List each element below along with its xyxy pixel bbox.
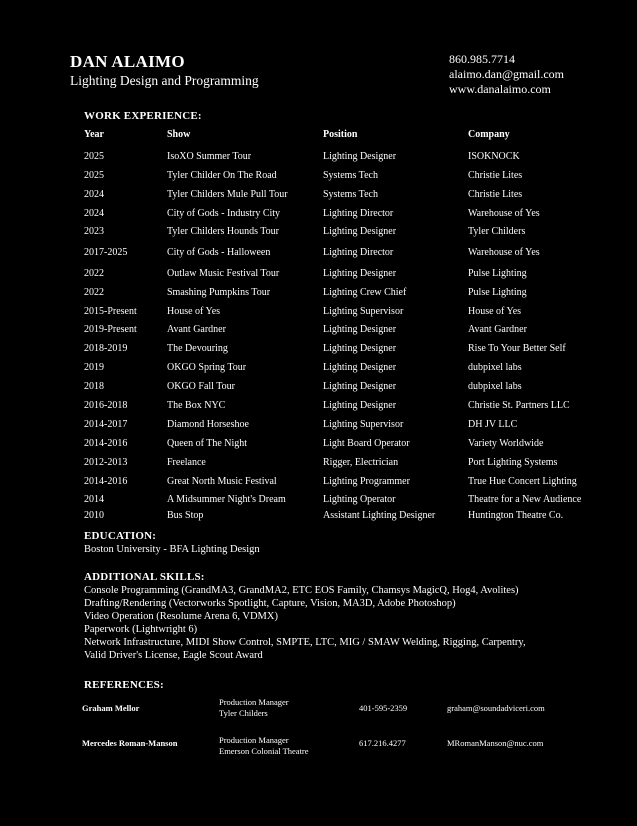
skills-list: [84, 584, 526, 662]
work-cell-year: 2018-2019: [84, 343, 128, 354]
work-cell-show: A Midsummer Night's Dream: [167, 494, 286, 505]
work-cell-show: Tyler Childers Hounds Tour: [167, 226, 280, 237]
work-cell-year: 2024: [84, 189, 104, 200]
work-cell-show: Bus Stop: [167, 510, 204, 521]
work-cell-year: 2019: [84, 362, 104, 373]
work-cell-company: Theatre for a New Audience: [468, 494, 582, 505]
work-cell-show: Outlaw Music Festival Tour: [167, 268, 280, 279]
references-title: REFERENCES:: [84, 679, 164, 691]
work-cell-year: 2015-Present: [84, 306, 137, 317]
work-cell-year: 2016-2018: [84, 400, 128, 411]
work-cell-position: Lighting Crew Chief: [323, 287, 407, 298]
work-cell-position: Lighting Supervisor: [323, 419, 404, 430]
work-cell-position: Lighting Operator: [323, 494, 396, 505]
subtitle: Lighting Design and Programming: [70, 73, 259, 88]
work-cell-show: House of Yes: [167, 306, 221, 317]
work-cell-show: Tyler Childers Mule Pull Tour: [167, 189, 288, 200]
work-cell-company: Christie St. Partners LLC: [468, 400, 570, 411]
reference-email[interactable]: MRomanManson@nuc.com: [447, 738, 544, 748]
work-cell-show: The Devouring: [167, 343, 228, 354]
work-cell-year: 2019-Present: [84, 324, 137, 335]
work-cell-show: OKGO Spring Tour: [167, 362, 247, 373]
work-cell-position: Lighting Designer: [323, 400, 397, 411]
work-cell-year: 2018: [84, 381, 104, 392]
skill-line: Drafting/Rendering (Vectorworks Spotlight, Capture, Vision, MA3D, Adobe Photoshop): [84, 598, 456, 609]
work-cell-show: City of Gods - Halloween: [167, 247, 271, 258]
work-cell-position: Light Board Operator: [323, 438, 410, 449]
work-cell-company: Christie Lites: [468, 189, 523, 200]
work-cell-position: Lighting Designer: [323, 324, 397, 335]
skill-line: Valid Driver's License, Eagle Scout Award: [84, 650, 263, 661]
reference-phone: 617.216.4277: [359, 738, 406, 748]
work-cell-position: Lighting Designer: [323, 151, 397, 162]
work-cell-year: 2012-2013: [84, 457, 128, 468]
work-cell-show: City of Gods - Industry City: [167, 208, 281, 219]
work-cell-year: 2022: [84, 268, 104, 279]
work-cell-position: Rigger, Electrician: [323, 457, 399, 468]
col-header-company: Company: [468, 129, 510, 140]
reference-title: Production Manager Tyler Childers: [219, 697, 289, 718]
work-cell-position: Lighting Designer: [323, 381, 397, 392]
skill-line: Network Infrastructure, MIDI Show Control, SMPTE, LTC, MIG / SMAW Welding, Rigging, Carpentry,: [84, 637, 526, 648]
work-cell-company: Huntington Theatre Co.: [468, 510, 564, 521]
skills-title: ADDITIONAL SKILLS:: [84, 571, 205, 583]
work-cell-year: 2014: [84, 494, 104, 505]
work-cell-company: ISOKNOCK: [468, 151, 520, 162]
work-cell-company: True Hue Concert Lighting: [468, 476, 577, 487]
work-cell-company: dubpixel labs: [468, 381, 522, 392]
work-cell-position: Lighting Director: [323, 247, 394, 258]
work-cell-year: 2025: [84, 151, 104, 162]
work-cell-company: Warehouse of Yes: [468, 208, 540, 219]
work-cell-show: Tyler Childer On The Road: [167, 170, 277, 181]
work-cell-company: Christie Lites: [468, 170, 523, 181]
reference-name: Mercedes Roman-Manson: [82, 738, 178, 748]
work-cell-year: 2014-2017: [84, 419, 128, 430]
work-cell-company: Tyler Childers: [468, 226, 526, 237]
education-text: Boston University - BFA Lighting Design: [84, 544, 260, 555]
work-cell-show: Smashing Pumpkins Tour: [167, 287, 271, 298]
work-cell-year: 2014-2016: [84, 438, 128, 449]
work-cell-position: Lighting Designer: [323, 226, 397, 237]
work-cell-company: dubpixel labs: [468, 362, 522, 373]
email[interactable]: alaimo.dan@gmail.com: [449, 67, 565, 81]
skill-line: Console Programming (GrandMA3, GrandMA2, ETC EOS Family, Chamsys MagicQ, Hog4, Avolites): [84, 585, 519, 596]
reference-phone: 401-595-2359: [359, 703, 408, 713]
phone: 860.985.7714: [449, 52, 515, 66]
work-cell-show: Queen of The Night: [167, 438, 248, 449]
work-cell-show: OKGO Fall Tour: [167, 381, 236, 392]
work-cell-company: Rise To Your Better Self: [468, 343, 566, 354]
work-cell-position: Assistant Lighting Designer: [323, 510, 436, 521]
col-header-show: Show: [167, 129, 191, 140]
work-cell-show: Freelance: [167, 457, 206, 468]
work-cell-show: The Box NYC: [167, 400, 226, 411]
work-cell-show: IsoXO Summer Tour: [167, 151, 252, 162]
work-cell-year: 2010: [84, 510, 104, 521]
reference-email[interactable]: graham@soundadviceri.com: [447, 703, 545, 713]
work-cell-year: 2023: [84, 226, 104, 237]
work-cell-company: Variety Worldwide: [468, 438, 544, 449]
work-cell-position: Lighting Designer: [323, 343, 397, 354]
work-cell-company: Pulse Lighting: [468, 287, 527, 298]
work-cell-show: Avant Gardner: [167, 324, 226, 335]
reference-name: Graham Mellor: [82, 703, 140, 713]
work-cell-position: Lighting Designer: [323, 268, 397, 279]
work-cell-company: Pulse Lighting: [468, 268, 527, 279]
work-cell-company: Avant Gardner: [468, 324, 527, 335]
work-cell-company: House of Yes: [468, 306, 522, 317]
work-cell-year: 2025: [84, 170, 104, 181]
work-cell-year: 2022: [84, 287, 104, 298]
work-cell-show: Diamond Horseshoe: [167, 419, 249, 430]
contact-block: [449, 52, 564, 97]
work-cell-year: 2017-2025: [84, 247, 128, 258]
work-cell-position: Systems Tech: [323, 189, 378, 200]
work-cell-position: Lighting Designer: [323, 362, 397, 373]
skill-line: Video Operation (Resolume Arena 6, VDMX): [84, 611, 278, 622]
website[interactable]: www.danalaimo.com: [449, 82, 551, 96]
work-cell-year: 2014-2016: [84, 476, 128, 487]
name-heading: DAN ALAIMO: [70, 52, 185, 71]
work-cell-show: Great North Music Festival: [167, 476, 277, 487]
work-cell-position: Lighting Director: [323, 208, 394, 219]
work-cell-company: Port Lighting Systems: [468, 457, 558, 468]
work-cell-company: DH JV LLC: [468, 419, 518, 430]
work-cell-position: Systems Tech: [323, 170, 378, 181]
reference-title: Production Manager Emerson Colonial Theatre: [219, 735, 309, 756]
col-header-position: Position: [323, 129, 358, 140]
work-cell-position: Lighting Supervisor: [323, 306, 404, 317]
work-cell-company: Warehouse of Yes: [468, 247, 540, 258]
education-title: EDUCATION:: [84, 530, 157, 542]
work-cell-position: Lighting Programmer: [323, 476, 410, 487]
skill-line: Paperwork (Lightwright 6): [84, 624, 198, 635]
work-cell-year: 2024: [84, 208, 104, 219]
col-header-year: Year: [84, 129, 104, 140]
work-experience-title: WORK EXPERIENCE:: [84, 110, 202, 122]
